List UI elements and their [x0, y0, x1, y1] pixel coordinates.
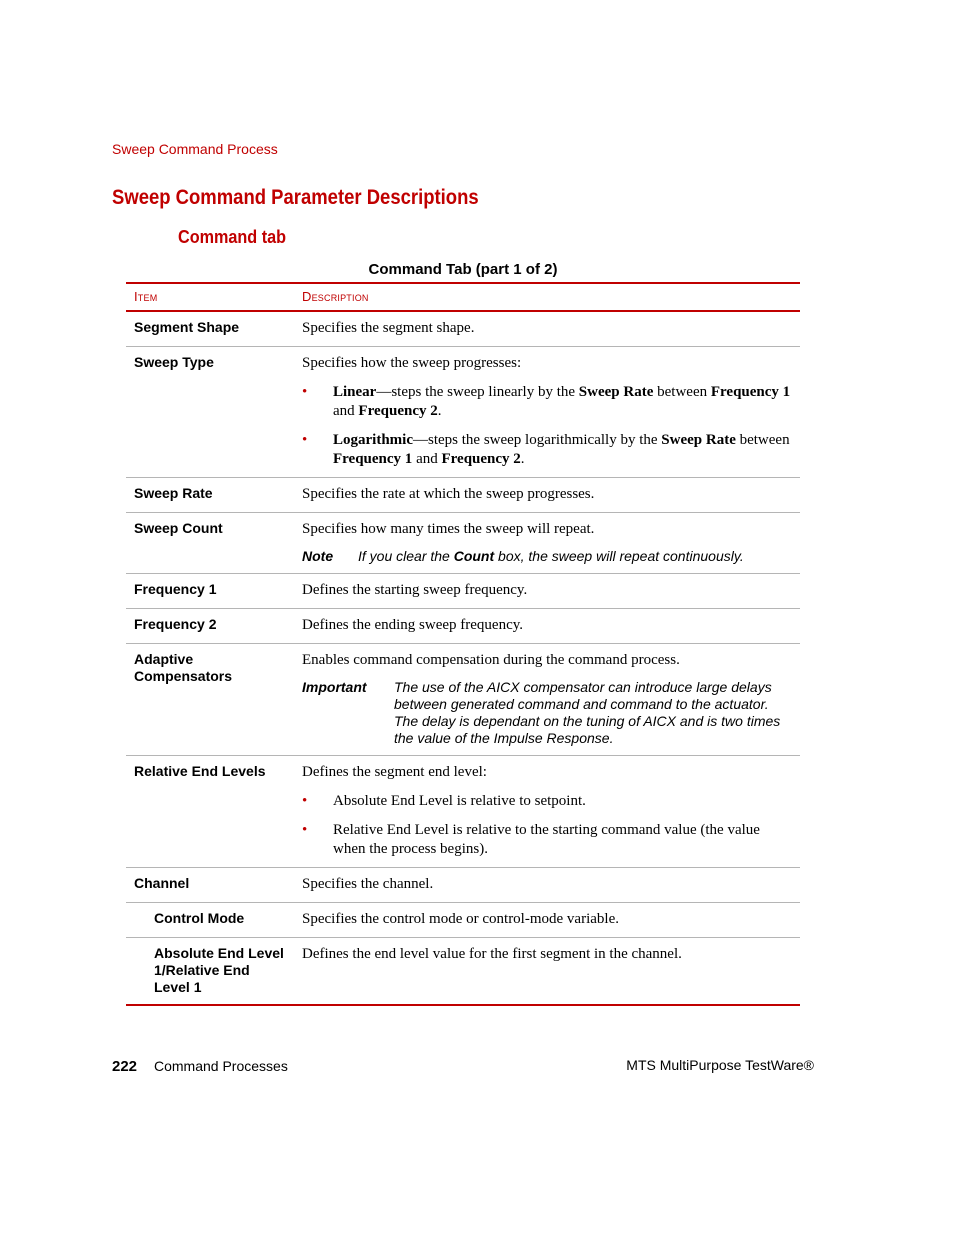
desc-channel: Specifies the channel.: [294, 868, 800, 903]
term-linear: Linear: [333, 384, 377, 400]
bullet-text: between: [735, 432, 790, 448]
term-frequency-2: Frequency 2: [358, 403, 438, 419]
important-note: [302, 679, 792, 747]
table-row: [126, 609, 800, 644]
bullet-text: .: [520, 451, 525, 467]
desc-sweep-count: [294, 513, 800, 574]
note-text-part: If you clear the: [358, 548, 454, 564]
item-sweep-rate: Sweep Rate: [126, 478, 294, 513]
bullet-text: Relative End Level is relative to the starting command value (the value when the process begins).: [333, 822, 760, 857]
term-frequency-2: Frequency 2: [441, 451, 521, 467]
item-absolute-end-level-1: Absolute End Level 1/Relative End Level 1: [126, 938, 294, 1006]
bullet-absolute-end-level: [302, 792, 792, 811]
desc-segment-shape: Specifies the segment shape.: [294, 311, 800, 347]
item-sweep-count: Sweep Count: [126, 513, 294, 574]
section-title: Sweep Command Parameter Descriptions: [112, 186, 479, 209]
bullet-text: —steps the sweep logarithmically by the: [413, 432, 662, 448]
item-frequency-2: Frequency 2: [126, 609, 294, 644]
note: [302, 548, 792, 565]
header-description: Description: [294, 283, 800, 311]
bullet-text: and: [412, 451, 442, 467]
bullet-icon: •: [302, 822, 308, 838]
footer-chapter: Command Processes: [154, 1058, 288, 1074]
table-row: [126, 574, 800, 609]
note-label: Note: [302, 548, 334, 564]
desc-adaptive-compensators: [294, 644, 800, 756]
desc-text: Specifies how many times the sweep will repeat.: [302, 521, 595, 537]
desc-text: Specifies how the sweep progresses:: [302, 355, 522, 371]
desc-absolute-end-level-1: Defines the end level value for the first segment in the channel.: [294, 938, 800, 1006]
running-head: Sweep Command Process: [112, 141, 278, 157]
item-adaptive-compensators: Adaptive Compensators: [126, 644, 294, 756]
desc-sweep-rate: Specifies the rate at which the sweep progresses.: [294, 478, 800, 513]
page-number: 222: [112, 1058, 138, 1075]
subsection-title: Command tab: [178, 227, 287, 247]
desc-sweep-type: [294, 347, 800, 478]
desc-text: Defines the segment end level:: [302, 764, 487, 780]
table-header-row: [126, 283, 800, 311]
bullet-text: Absolute End Level is relative to setpoint.: [333, 793, 586, 809]
note-term-count: Count: [453, 548, 495, 564]
header-item: Item: [126, 283, 294, 311]
table-row: [126, 756, 800, 868]
desc-relative-end-levels: [294, 756, 800, 868]
table-row: [126, 938, 800, 1006]
table-row: [126, 868, 800, 903]
desc-control-mode: Specifies the control mode or control-mode variable.: [294, 903, 800, 938]
bullet-text: —steps the sweep linearly by the: [376, 384, 579, 400]
item-relative-end-levels: Relative End Levels: [126, 756, 294, 868]
term-logarithmic: Logarithmic: [333, 432, 413, 448]
bullet-icon: •: [302, 793, 308, 809]
bullet-relative-end-level: [302, 821, 792, 859]
table-row: [126, 644, 800, 756]
desc-frequency-1: Defines the starting sweep frequency.: [294, 574, 800, 609]
bullet-logarithmic: [302, 431, 792, 469]
bullet-icon: •: [302, 384, 308, 400]
bullet-text: and: [333, 403, 359, 419]
desc-text: Enables command compensation during the command process.: [302, 652, 680, 668]
table-row: [126, 478, 800, 513]
term-frequency-1: Frequency 1: [710, 384, 791, 400]
item-control-mode: Control Mode: [126, 903, 294, 938]
table-caption: Command Tab (part 1 of 2): [368, 261, 558, 278]
item-frequency-1: Frequency 1: [126, 574, 294, 609]
note-text: [358, 548, 744, 565]
item-channel: Channel: [126, 868, 294, 903]
bullet-text: between: [653, 384, 711, 400]
command-tab-table: [126, 282, 800, 1006]
table-row: [126, 513, 800, 574]
desc-frequency-2: Defines the ending sweep frequency.: [294, 609, 800, 644]
item-sweep-type: Sweep Type: [126, 347, 294, 478]
table-row: [126, 347, 800, 478]
term-sweep-rate: Sweep Rate: [578, 384, 654, 400]
bullet-text: .: [437, 403, 442, 419]
item-segment-shape: Segment Shape: [126, 311, 294, 347]
bullet-linear: [302, 383, 792, 421]
footer-product: MTS MultiPurpose TestWare®: [626, 1057, 814, 1073]
term-frequency-1: Frequency 1: [333, 451, 413, 467]
important-text: The use of the AICX compensator can introduce large delays between generated command and command to the actuator. The delay is dependant on the tuning of AICX and is two times the value of the Impulse Response.: [394, 679, 781, 746]
bullet-icon: •: [302, 432, 308, 448]
term-sweep-rate: Sweep Rate: [661, 432, 736, 448]
note-text-part: box, the sweep will repeat continuously.: [494, 548, 744, 564]
important-label: Important: [302, 679, 367, 695]
table-row: [126, 903, 800, 938]
table-row: [126, 311, 800, 347]
